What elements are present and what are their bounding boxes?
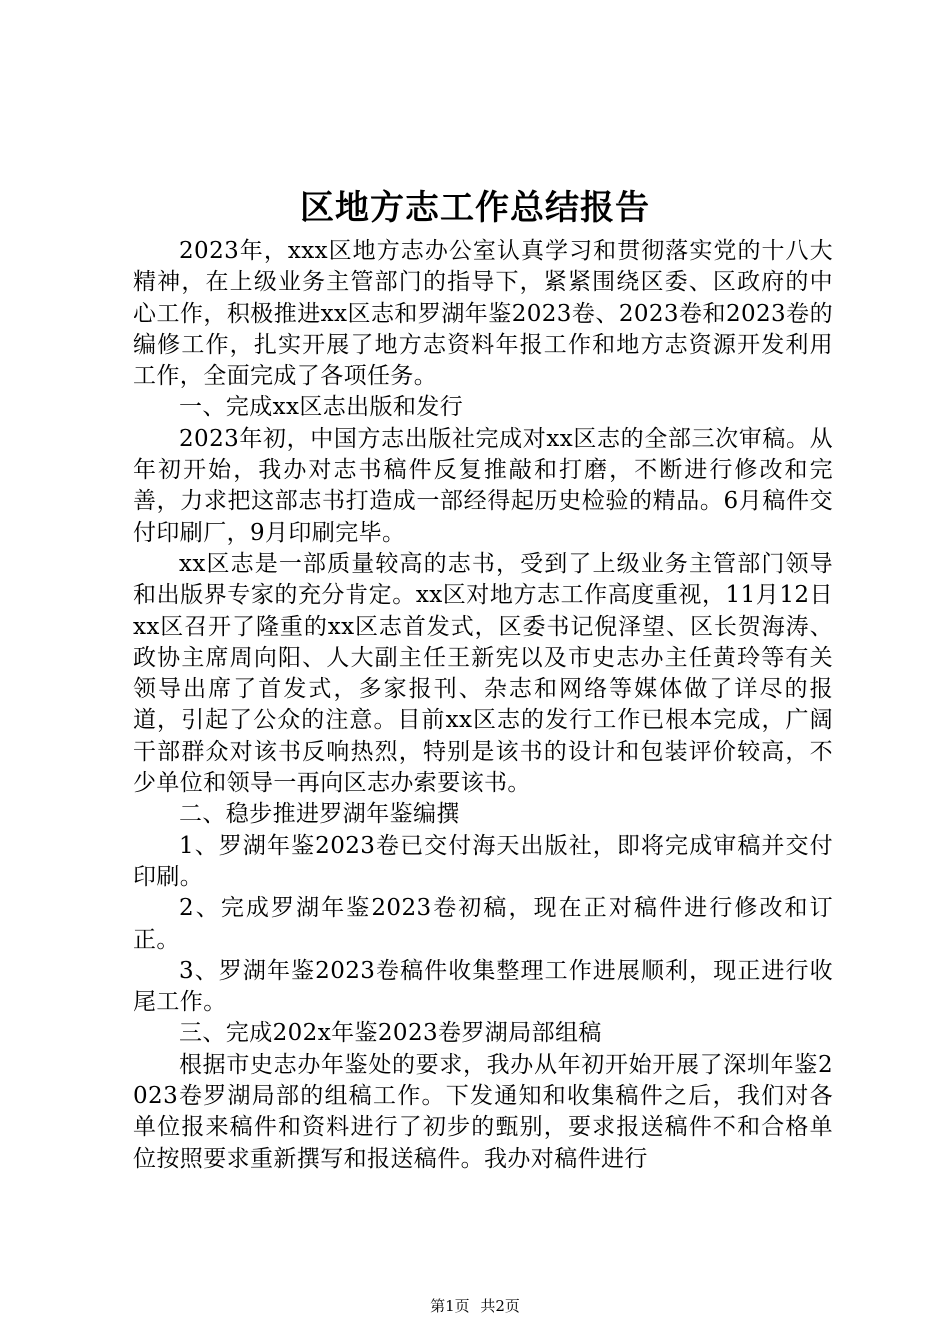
page-footer [0,1296,950,1316]
paragraph-item-1: 1、罗湖年鉴2023卷已交付海天出版社，即将完成审稿并交付印刷。 [133,832,833,890]
page-total: 共2页 [480,1297,520,1315]
document-title: 区地方志工作总结报告 [300,188,650,228]
section-heading-3: 三、完成202x年鉴2023卷罗湖局部组稿 [179,1020,602,1047]
document-body [133,236,833,1175]
paragraph-section-3: 根据市史志办年鉴处的要求，我办从年初开始开展了深圳年鉴2023卷罗湖局部的组稿工作。下发通知和收集稿件之后，我们对各单位报来稿件和资料进行了初步的甄别，要求报送稿件不和合格单位按照要求重新撰写和报送稿件。我办对稿件进行 [133,1051,833,1172]
paragraph-item-2: 2、完成罗湖年鉴2023卷初稿，现在正对稿件进行修改和订正。 [133,895,833,953]
paragraph-item-3: 3、罗湖年鉴2023卷稿件收集整理工作进展顺利，现正进行收尾工作。 [133,957,833,1016]
paragraph-intro: 2023年，xxx区地方志办公室认真学习和贯彻落实党的十八大精神，在上级业务主管部门的指导下，紧紧围绕区委、区政府的中心工作，积极推进xx区志和罗湖年鉴2023卷、2023卷和2023卷的编修工作，扎实开展了地方志资料年报工作和地方志资源开发利用工作，全面完成了各项任务。 [133,238,833,390]
page-number: 第1页 [430,1297,470,1315]
section-heading-1: 一、完成xx区志出版和发行 [179,394,464,421]
paragraph-section-1a: 2023年初，中国方志出版社完成对xx区志的全部三次审稿。从年初开始，我办对志书稿件反复推敲和打磨，不断进行修改和完善，力求把这部志书打造成一部经得起历史检验的精品。6月稿件交付印刷厂，9月印刷完毕。 [133,425,833,546]
paragraph-section-1b: xx区志是一部质量较高的志书，受到了上级业务主管部门领导和出版界专家的充分肯定。xx区对地方志工作高度重视，11月12日xx区召开了隆重的xx区志首发式，区委书记倪泽望、区长贺海涛、政协主席周向阳、人大副主任王新宪以及市史志办主任黄玲等有关领导出席了首发式，多家报刊、杂志和网络等媒体做了详尽的报道，引起了公众的注意。目前xx区志的发行工作已根本完成，广阔干部群众对该书反响热烈，特别是该书的设计和包装评价较高，不少单位和领导一再向区志办索要该书。 [133,550,833,797]
section-heading-2: 二、稳步推进罗湖年鉴编撰 [179,801,460,828]
